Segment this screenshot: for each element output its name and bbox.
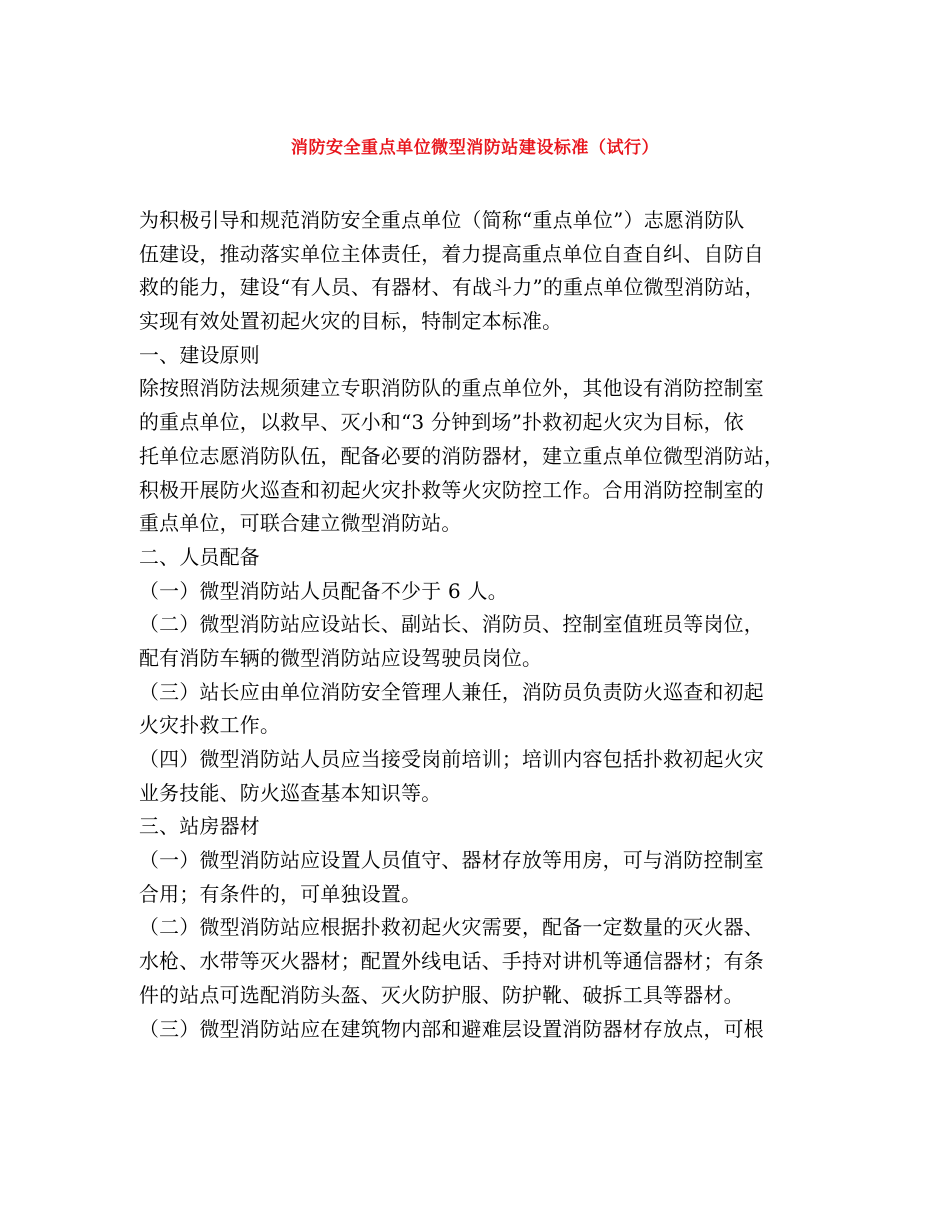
- body-line: （四）微型消防站人员应当接受岗前培训；培训内容包括扑救初起火灾: [139, 748, 764, 771]
- body-line: 托单位志愿消防队伍，配备必要的消防器材，建立重点单位微型消防站，: [139, 444, 785, 468]
- body-line: （二）微型消防站应根据扑救初起火灾需要，配备一定数量的灭火器、: [139, 916, 764, 940]
- body-line: 合用；有条件的，可单独设置。: [139, 882, 422, 906]
- body-line: 救的能力，建设“有人员、有器材、有战斗力”的重点单位微型消防站，: [139, 276, 765, 300]
- body-line: （一）微型消防站应设置人员值守、器材存放等用房，可与消防控制室: [139, 849, 764, 873]
- body-line: （二）微型消防站应设站长、副站长、消防员、控制室值班员等岗位，: [139, 613, 764, 637]
- body-line: 除按照消防法规须建立专职消防队的重点单位外，其他设有消防控制室: [139, 377, 764, 401]
- body-line: 业务技能、防火巡查基本知识等。: [139, 781, 442, 805]
- body-line: 伍建设，推动落实单位主体责任，着力提高重点单位自查自纠、自防自: [139, 242, 764, 266]
- body-line: 实现有效处置初起火灾的目标，特制定本标准。: [139, 310, 563, 334]
- body-line: （一）微型消防站人员配备不少于 6 人。: [139, 579, 508, 603]
- body-line: 二、人员配备: [139, 545, 260, 569]
- body-line: 一、建设原则: [139, 343, 260, 367]
- body-line: （三）微型消防站应在建筑物内部和避难层设置消防器材存放点，可根: [139, 1017, 764, 1041]
- body-line: 配有消防车辆的微型消防站应设驾驶员岗位。: [139, 646, 543, 670]
- body-line: （三）站长应由单位消防安全管理人兼任，消防员负责防火巡查和初起: [139, 680, 764, 704]
- body-line: 重点单位，可联合建立微型消防站。: [139, 512, 462, 536]
- document-body: [139, 204, 819, 1046]
- body-line: 水枪、水带等灭火器材；配置外线电话、手持对讲机等通信器材；有条: [139, 950, 764, 974]
- body-line: 的重点单位，以救早、灭小和“3 分钟到场”扑救初起火灾为目标，依: [139, 411, 744, 435]
- body-line: 为积极引导和规范消防安全重点单位（简称“重点单位”）志愿消防队: [139, 209, 745, 232]
- body-line: 火灾扑救工作。: [139, 714, 281, 738]
- document-title: 消防安全重点单位微型消防站建设标准（试行）: [290, 138, 660, 158]
- body-line: 三、站房器材: [139, 815, 260, 839]
- body-line: 积极开展防火巡查和初起火灾扑救等火灾防控工作。合用消防控制室的: [139, 478, 764, 502]
- body-line: 件的站点可选配消防头盔、灭火防护服、防护靴、破拆工具等器材。: [139, 983, 744, 1007]
